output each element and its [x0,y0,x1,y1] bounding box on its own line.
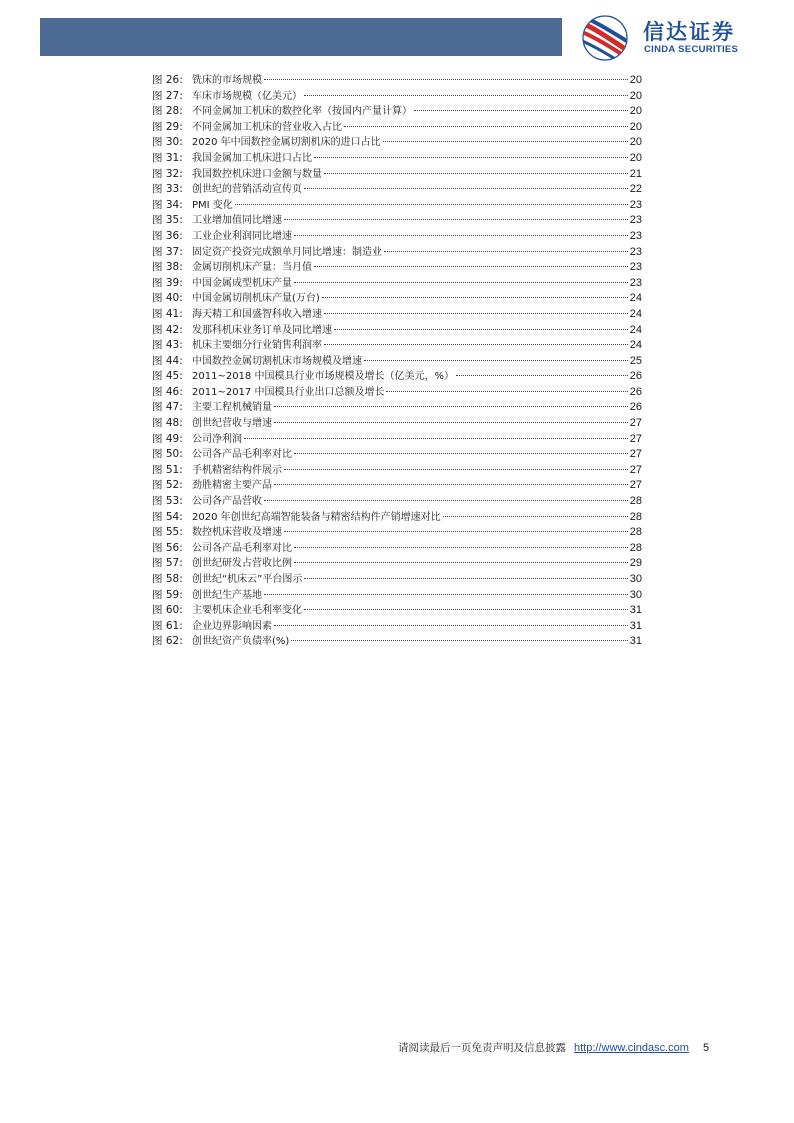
toc-page-number: 27 [629,463,642,476]
footer-disclaimer: 请阅读最后一页免责声明及信息披露 [398,1042,566,1054]
toc-figure-label: 图 42: [152,323,183,336]
toc-dot-leader [322,297,628,298]
toc-page-number: 20 [629,105,642,118]
logo-name-cn: 信达证券 [643,20,735,44]
toc-dot-leader [264,79,628,80]
toc-dot-leader [291,640,627,641]
toc-dot-leader [264,594,628,595]
toc-figure-label: 图 34: [152,198,183,211]
toc-page-number: 20 [629,151,642,164]
toc-dot-leader [304,609,628,610]
toc-entry[interactable] [152,338,642,354]
toc-dot-leader [274,625,628,626]
toc-figure-label: 图 37: [152,245,183,258]
toc-figure-title: 创世纪的营销活动宣传页 [192,184,302,196]
toc-dot-leader [384,251,628,252]
toc-figure-title: 不同金属加工机床的数控化率（按国内产量计算） [192,106,412,118]
toc-dot-leader [284,469,628,470]
toc-page-number: 23 [629,198,642,211]
toc-entry[interactable] [152,120,642,136]
toc-page-number: 20 [629,89,642,102]
toc-entry[interactable] [152,307,642,323]
toc-entry[interactable] [152,619,642,635]
toc-figure-label: 图 35: [152,214,183,227]
toc-figure-title: 车床市场规模（亿美元） [192,90,302,102]
toc-figure-title: 创世纪研发占营收比例 [192,558,292,570]
page-number: 5 [702,1042,710,1054]
toc-page-number: 27 [629,432,642,445]
toc-page-number: 26 [629,370,642,383]
toc-entry[interactable] [152,494,642,510]
toc-page-number: 23 [629,214,642,227]
toc-page-number: 27 [629,448,642,461]
toc-page-number: 20 [629,74,642,86]
toc-page-number: 24 [629,323,642,336]
toc-dot-leader [324,344,628,345]
toc-entry[interactable] [152,151,642,167]
toc-page-number: 26 [629,385,642,398]
toc-figure-label: 图 44: [152,354,183,367]
toc-figure-title: 我国数控机床进口金额与数量 [192,168,322,180]
toc-dot-leader [284,531,628,532]
toc-figure-label: 图 57: [152,557,183,570]
toc-dot-leader [304,95,628,96]
toc-page-number: 26 [629,401,642,414]
toc-figure-label: 图 54: [152,510,183,523]
toc-dot-leader [364,360,628,361]
figure-index-list [152,73,642,650]
toc-figure-label: 图 59: [152,588,183,601]
toc-figure-label: 图 43: [152,339,183,352]
toc-page-number: 20 [629,136,642,149]
toc-entry[interactable] [152,245,642,261]
toc-figure-title: 公司各产品毛利率对比 [192,449,292,461]
toc-dot-leader [383,141,628,142]
toc-entry[interactable] [152,432,642,448]
toc-page-number: 30 [629,573,642,585]
toc-entry[interactable] [152,369,642,385]
toc-figure-label: 图 31: [152,151,183,164]
toc-entry[interactable] [152,634,642,650]
toc-figure-label: 图 55: [152,526,183,539]
toc-figure-title: 2011~2017 中国模具行业出口总额及增长 [192,386,385,398]
toc-page-number: 24 [629,292,642,305]
toc-figure-title: 金属切削机床产量：当月值 [192,262,312,274]
toc-figure-title: 中国金属成型机床产量 [192,277,292,289]
toc-page-number: 23 [629,229,642,242]
toc-figure-title: 创世纪资产负债率(%) [192,636,290,648]
toc-figure-label: 图 62: [152,635,183,648]
toc-dot-leader [294,547,628,548]
toc-entry[interactable] [152,260,642,276]
toc-figure-label: 图 51: [152,463,183,476]
toc-entry[interactable] [152,89,642,105]
toc-page-number: 24 [629,307,642,320]
toc-figure-label: 图 52: [152,479,183,492]
toc-entry[interactable] [152,291,642,307]
toc-figure-label: 图 53: [152,495,183,508]
toc-figure-title: 铣床的市场规模 [192,75,262,86]
toc-entry[interactable] [152,182,642,198]
toc-page-number: 28 [629,526,642,539]
toc-entry[interactable] [152,572,642,588]
toc-dot-leader [414,110,628,111]
toc-page-number: 29 [629,557,642,570]
toc-entry[interactable] [152,135,642,151]
toc-entry[interactable] [152,229,642,245]
toc-figure-title: 主要工程机械销量 [192,402,272,414]
header-banner [40,18,562,56]
toc-dot-leader [274,406,628,407]
toc-figure-title: 中国金属切削机床产量(万台) [192,293,320,305]
toc-figure-title: 公司各产品毛利率对比 [192,542,292,554]
toc-dot-leader [264,500,628,501]
toc-dot-leader [314,157,628,158]
footer-website-link[interactable]: http://www.cindasc.com [574,1042,689,1054]
toc-figure-title: 劲胜精密主要产品 [192,480,272,492]
toc-page-number: 21 [629,167,642,180]
toc-figure-title: 工业增加值同比增速 [192,215,282,227]
toc-page-number: 23 [629,261,642,274]
toc-figure-label: 图 39: [152,276,183,289]
toc-page-number: 27 [629,417,642,430]
toc-dot-leader [294,453,628,454]
toc-figure-title: 工业企业利润同比增速 [192,230,292,242]
toc-figure-label: 图 61: [152,619,183,632]
toc-figure-label: 图 48: [152,417,183,430]
toc-figure-title: 发那科机床业务订单及同比增速 [192,324,332,336]
toc-figure-label: 图 58: [152,573,183,585]
toc-dot-leader [344,126,628,127]
toc-figure-label: 图 40: [152,292,183,305]
toc-dot-leader [456,375,628,376]
toc-figure-label: 图 46: [152,385,183,398]
toc-figure-label: 图 29: [152,120,183,133]
toc-entry[interactable] [152,73,642,89]
logo-name-en: CINDA SECURITIES [644,44,739,55]
toc-figure-label: 图 32: [152,167,183,180]
toc-figure-label: 图 36: [152,229,183,242]
toc-figure-title: PMI 变化 [192,199,233,211]
toc-dot-leader [324,313,628,314]
toc-page-number: 28 [629,541,642,554]
toc-entry[interactable] [152,416,642,432]
toc-dot-leader [244,438,628,439]
toc-entry[interactable] [152,588,642,604]
toc-page-number: 31 [629,635,642,648]
toc-page-number: 20 [629,120,642,133]
toc-entry[interactable] [152,385,642,401]
toc-dot-leader [386,391,627,392]
toc-dot-leader [294,235,628,236]
toc-dot-leader [304,578,627,579]
toc-entry[interactable] [152,510,642,526]
toc-figure-label: 图 47: [152,401,183,414]
toc-page-number: 22 [629,183,642,196]
toc-dot-leader [324,173,628,174]
toc-page-number: 24 [629,339,642,352]
toc-page-number: 23 [629,245,642,258]
toc-figure-label: 图 56: [152,541,183,554]
toc-figure-title: 我国金属加工机床进口占比 [192,152,312,164]
toc-figure-title: 公司净利润 [192,433,242,445]
toc-entry[interactable] [152,323,642,339]
toc-figure-label: 图 45: [152,370,183,383]
toc-dot-leader [235,204,628,205]
toc-figure-label: 图 27: [152,89,183,102]
toc-page-number: 23 [629,276,642,289]
toc-entry[interactable] [152,276,642,292]
page-footer [398,1040,709,1055]
toc-figure-title: 公司各产品营收 [192,496,262,508]
toc-figure-label: 图 49: [152,432,183,445]
toc-entry[interactable] [152,556,642,572]
toc-page-number: 28 [629,510,642,523]
toc-figure-title: 创世纪“机床云”平台图示 [192,574,303,585]
toc-page-number: 27 [629,479,642,492]
toc-entry[interactable] [152,213,642,229]
toc-figure-title: 创世纪营收与增速 [192,418,272,430]
toc-figure-title: 创世纪生产基地 [192,589,262,601]
toc-figure-title: 手机精密结构件展示 [192,464,282,476]
toc-figure-title: 中国数控金属切割机床市场规模及增速 [192,355,362,367]
toc-figure-title: 2011~2018 中国模具行业市场规模及增长（亿美元，%） [192,371,454,383]
toc-entry[interactable] [152,354,642,370]
toc-figure-label: 图 28: [152,105,183,118]
toc-dot-leader [274,422,628,423]
toc-entry[interactable] [152,447,642,463]
toc-figure-title: 不同金属加工机床的营业收入占比 [192,121,342,133]
toc-dot-leader [274,484,628,485]
toc-entry[interactable] [152,478,642,494]
toc-entry[interactable] [152,198,642,214]
toc-entry[interactable] [152,104,642,120]
toc-figure-title: 主要机床企业毛利率变化 [192,605,302,617]
toc-figure-label: 图 60: [152,604,183,617]
toc-entry[interactable] [152,541,642,557]
toc-dot-leader [284,219,628,220]
toc-page-number: 30 [629,588,642,601]
toc-figure-label: 图 50: [152,448,183,461]
toc-entry[interactable] [152,400,642,416]
toc-page-number: 28 [629,495,642,508]
toc-dot-leader [443,516,628,517]
toc-page-number: 25 [629,354,642,367]
toc-entry[interactable] [152,603,642,619]
toc-page-number: 31 [629,604,642,617]
toc-entry[interactable] [152,167,642,183]
toc-dot-leader [334,329,628,330]
toc-figure-label: 图 30: [152,136,183,149]
cinda-logo-icon [575,14,637,62]
toc-figure-label: 图 41: [152,307,183,320]
toc-figure-label: 图 26: [152,74,183,86]
toc-dot-leader [294,282,628,283]
toc-dot-leader [304,188,628,189]
toc-entry[interactable] [152,525,642,541]
toc-figure-label: 图 38: [152,261,183,274]
toc-figure-title: 企业边界影响因素 [192,620,272,632]
toc-figure-title: 海天精工和国盛智科收入增速 [192,308,322,320]
toc-figure-title: 2020 年创世纪高端智能装备与精密结构件产销增速对比 [192,511,441,523]
toc-figure-title: 数控机床营收及增速 [192,527,282,539]
toc-figure-title: 2020 年中国数控金属切割机床的进口占比 [192,137,381,149]
toc-figure-title: 机床主要细分行业销售利润率 [192,340,322,352]
toc-entry[interactable] [152,463,642,479]
toc-figure-label: 图 33: [152,183,183,196]
cinda-logo [575,14,775,62]
toc-dot-leader [314,266,628,267]
toc-page-number: 31 [629,619,642,632]
toc-figure-title: 固定资产投资完成额单月同比增速：制造业 [192,246,382,258]
toc-dot-leader [294,562,628,563]
